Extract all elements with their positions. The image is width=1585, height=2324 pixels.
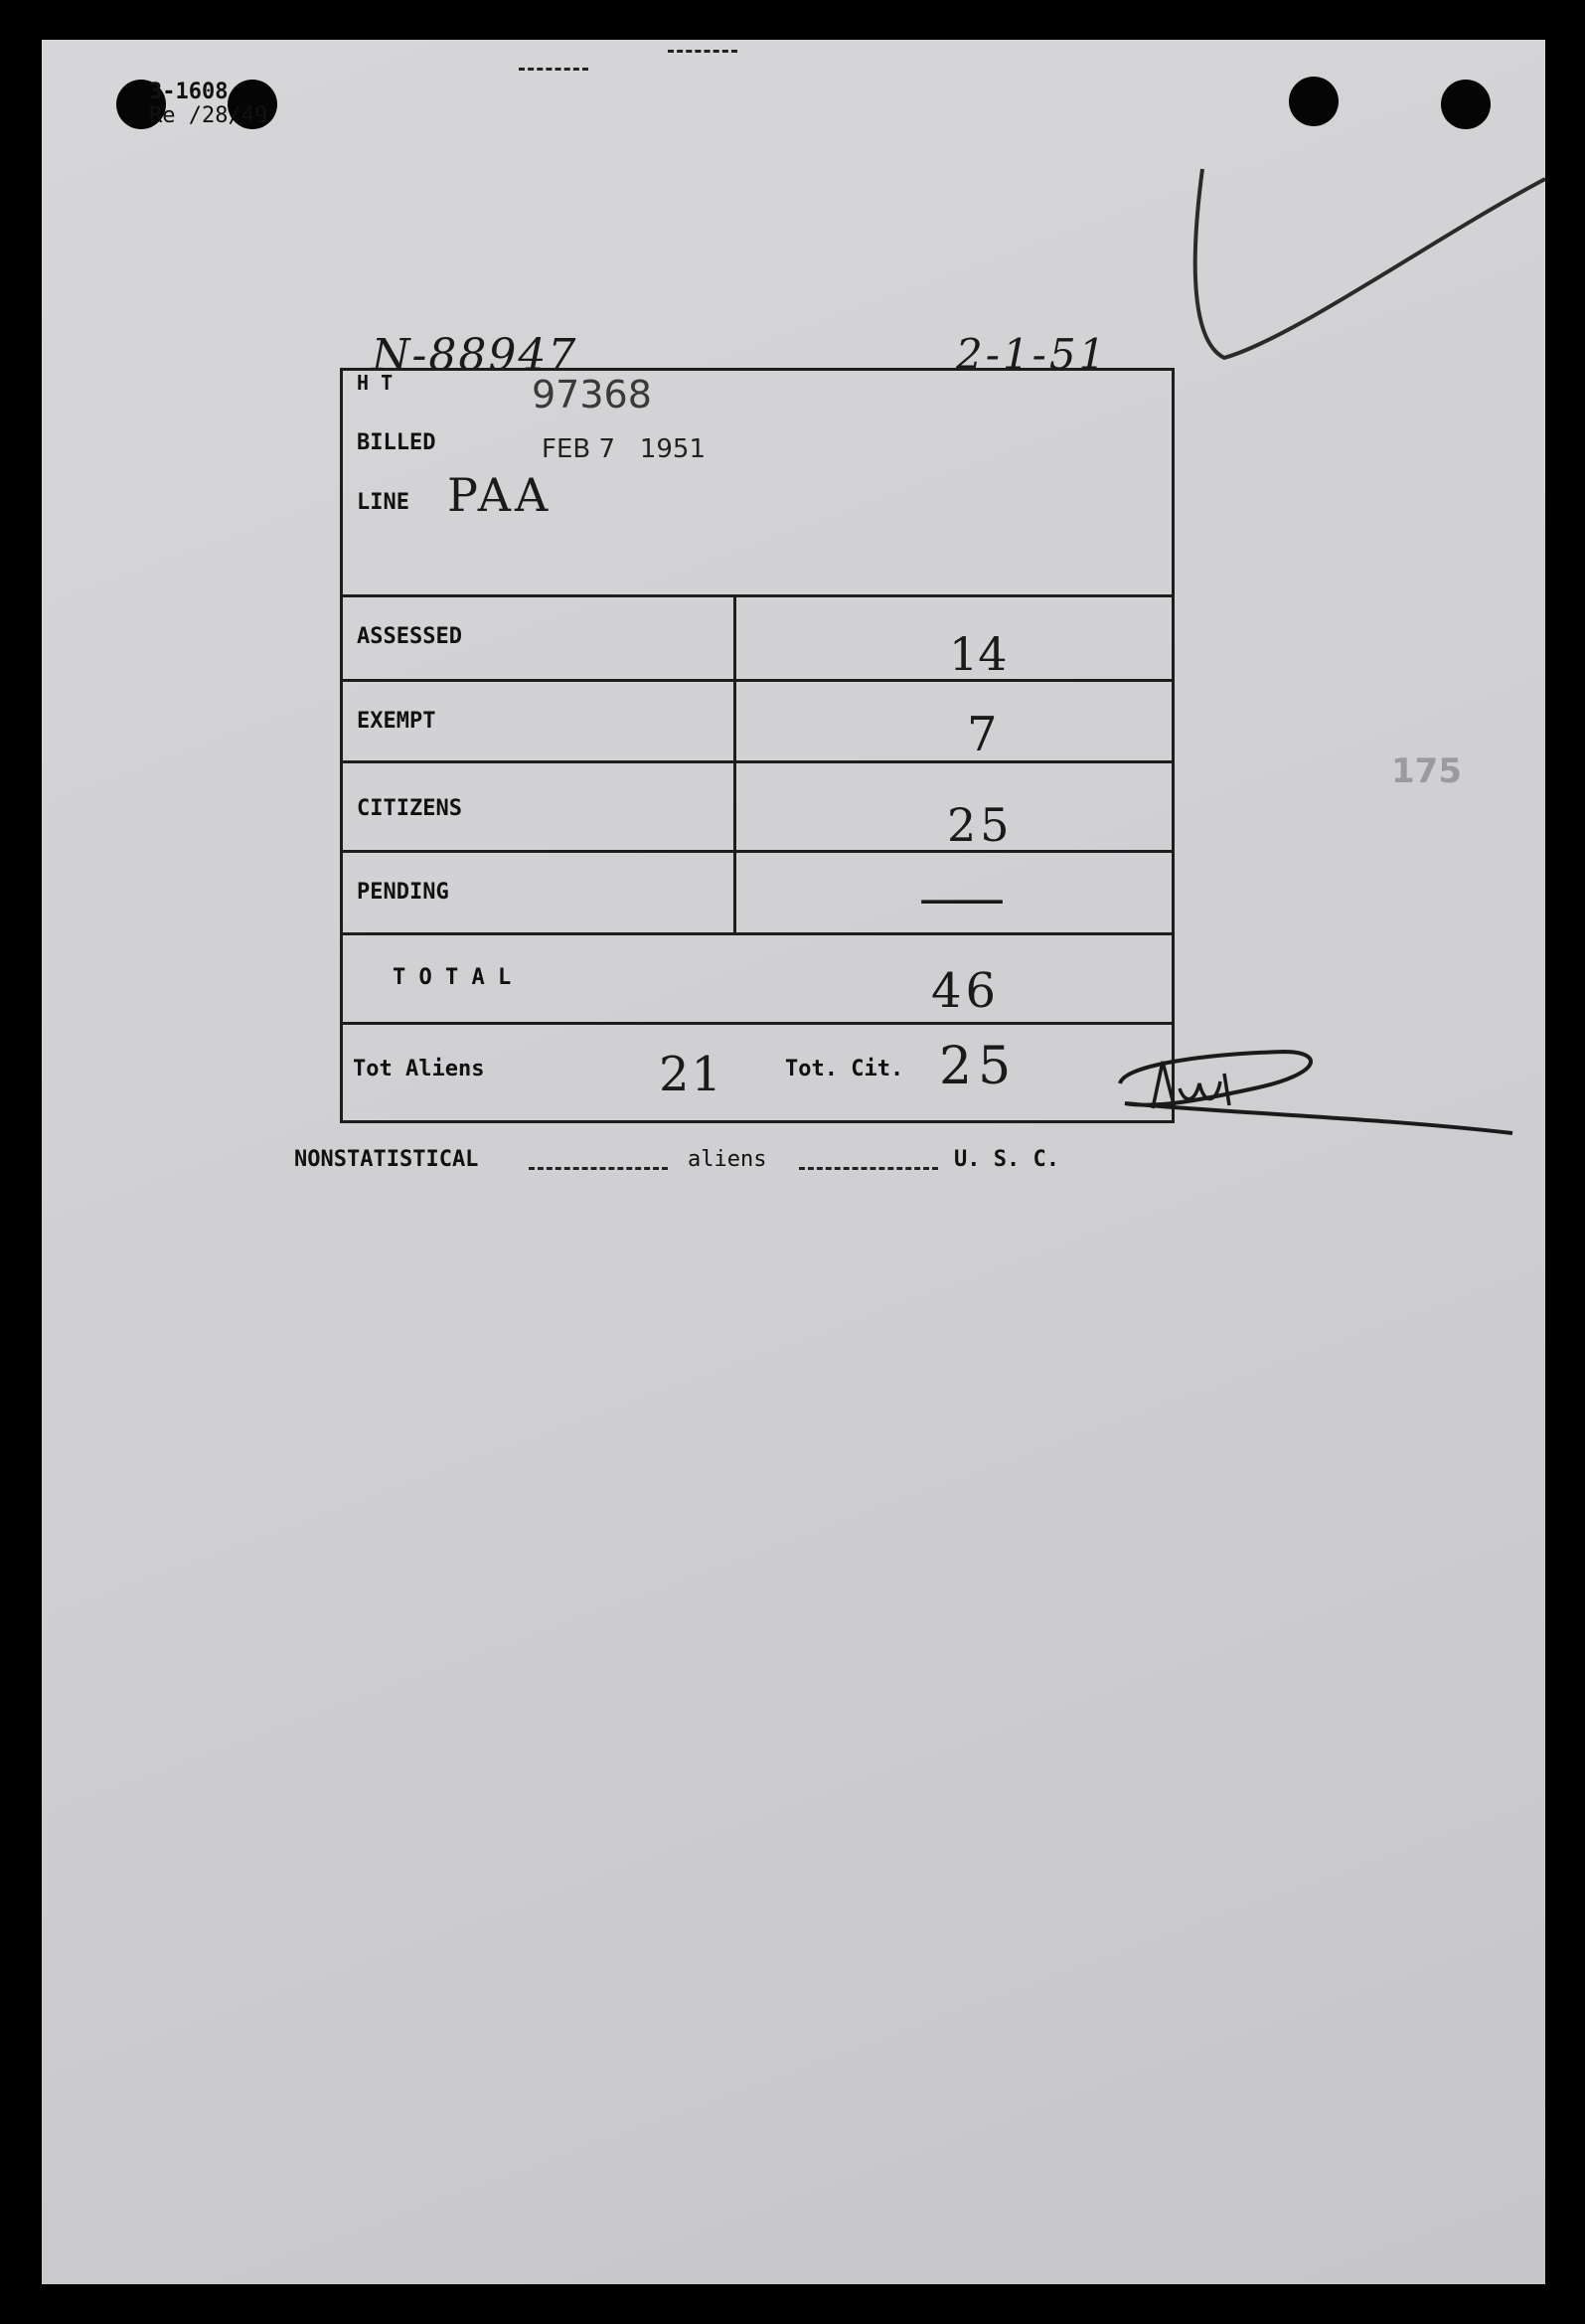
- billed-date: FEB 7 1951: [542, 434, 706, 464]
- pending-value: —: [917, 866, 1007, 930]
- pen-marks-layer: [42, 40, 1545, 2284]
- assessed-label: ASSESSED: [357, 624, 462, 649]
- signature-flourish: [1120, 1052, 1512, 1133]
- billed-label: BILLED: [357, 430, 436, 455]
- usc-label: U. S. C.: [954, 1147, 1059, 1172]
- document-page: [42, 40, 1545, 2284]
- ht-number: 97368: [532, 373, 652, 416]
- tot-aliens-label: Tot Aliens: [353, 1057, 485, 1081]
- ht-label: H T: [357, 371, 394, 395]
- handwritten-date: 2-1-51: [956, 330, 1109, 379]
- total-value: 46: [931, 963, 1001, 1019]
- citizens-label: CITIZENS: [357, 796, 462, 821]
- tot-aliens-value: 21: [659, 1047, 724, 1102]
- page-stamp: 175: [1391, 751, 1462, 791]
- tot-cit-value: 25: [939, 1037, 1018, 1096]
- nonstatistical-label: NONSTATISTICAL: [294, 1147, 479, 1172]
- form-revision: Re /28/49: [149, 103, 268, 128]
- pending-label: PENDING: [357, 880, 449, 905]
- tot-cit-label: Tot. Cit.: [785, 1057, 904, 1081]
- citizens-value: 25: [947, 798, 1014, 852]
- assessed-value: 14: [949, 627, 1008, 681]
- check-stroke: [1195, 169, 1545, 358]
- aliens-label: aliens: [688, 1147, 767, 1172]
- line-code: PAA: [447, 468, 553, 522]
- form-number: 3-1608: [149, 80, 229, 104]
- line-label: LINE: [357, 490, 409, 515]
- exempt-label: EXEMPT: [357, 709, 436, 734]
- exempt-value: 7: [967, 707, 998, 762]
- total-label: T O T A L: [393, 965, 512, 990]
- file-number: N-88947: [372, 330, 578, 381]
